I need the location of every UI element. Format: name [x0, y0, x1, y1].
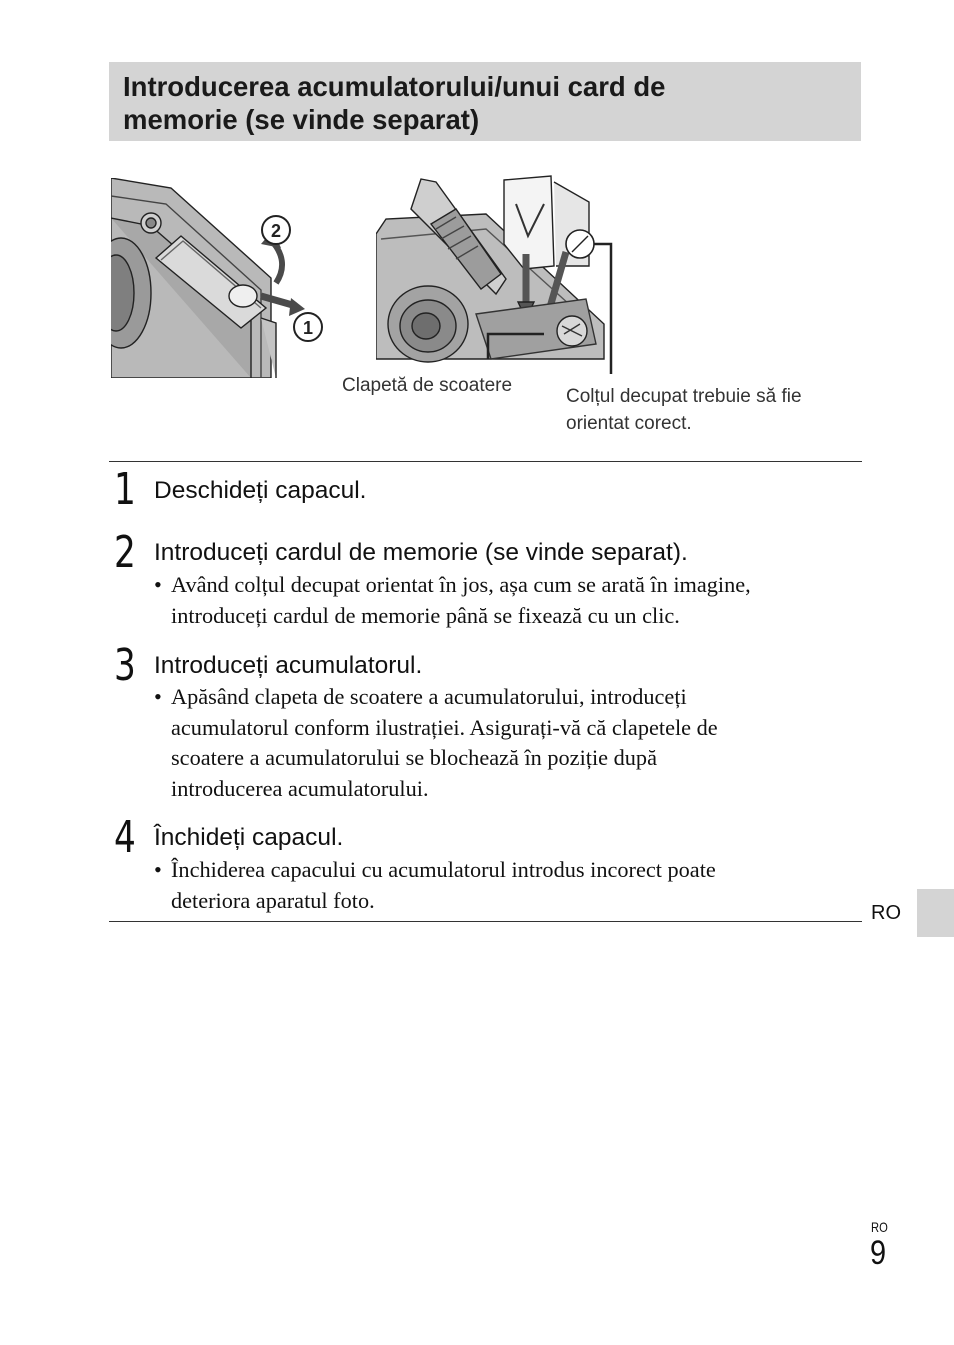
language-tab-label: RO	[871, 902, 901, 924]
step-4-title: Închideți capacul.	[154, 824, 344, 851]
battery-card-insert-illustration	[376, 174, 626, 374]
page-number: 9	[870, 1234, 887, 1272]
camera-open-cover-illustration	[111, 178, 336, 378]
step-2-bullet-line-1: Având colțul decupat orientat în jos, așa cum se arată în imagine,	[171, 572, 751, 597]
corner-orientation-caption	[566, 383, 802, 437]
step-4-bullet-line-2: deteriora aparatul foto.	[171, 887, 375, 913]
step-3-bullet-line-1: Apăsând clapeta de scoatere a acumulatorului, introduceți	[171, 684, 687, 709]
step-1-number: 1	[114, 464, 136, 515]
page-language-label: RO	[871, 1219, 888, 1235]
section-title-line-1: Introducerea acumulatorului/unui card de	[123, 71, 666, 102]
top-rule	[109, 461, 862, 462]
section-title-line-2: memorie (se vinde separat)	[123, 104, 480, 135]
step-3-bullet	[154, 682, 854, 804]
language-side-tab	[917, 889, 954, 937]
bottom-rule	[109, 921, 862, 922]
step-marker-1: 1	[302, 318, 314, 338]
step-3-title: Introduceți acumulatorul.	[154, 652, 423, 679]
release-lever-caption: Clapetă de scoatere	[342, 375, 513, 396]
step-3-bullet-line-2: acumulatorul conform ilustrației. Asigurați-vă că clapetele de	[171, 714, 718, 740]
step-3-bullet-line-3: scoatere a acumulatorului se blochează în poziție după	[171, 745, 657, 770]
step-4-number: 4	[114, 812, 136, 863]
step-2-bullet-line-2: introduceți cardul de memorie până se fixează cu un clic.	[171, 602, 680, 628]
step-3-bullet-line-4: introducerea acumulatorului.	[171, 775, 429, 801]
step-2-title: Introduceți cardul de memorie (se vinde separat).	[154, 539, 688, 566]
bullet-symbol: •	[154, 572, 162, 597]
section-title	[109, 62, 861, 141]
step-2-number: 2	[114, 527, 136, 578]
step-2-bullet	[154, 570, 854, 631]
step-3-number: 3	[114, 640, 136, 691]
step-4-bullet-line-1: Închiderea capacului cu acumulatorul introdus incorect poate	[171, 857, 716, 882]
step-4-bullet	[154, 855, 854, 916]
corner-caption-line-1: Colțul decupat trebuie să fie	[566, 386, 802, 407]
step-marker-2: 2	[270, 221, 282, 241]
corner-caption-line-2: orientat corect.	[566, 413, 692, 434]
step-1-title: Deschideți capacul.	[154, 477, 367, 504]
bullet-symbol: •	[154, 857, 162, 882]
bullet-symbol: •	[154, 684, 162, 709]
